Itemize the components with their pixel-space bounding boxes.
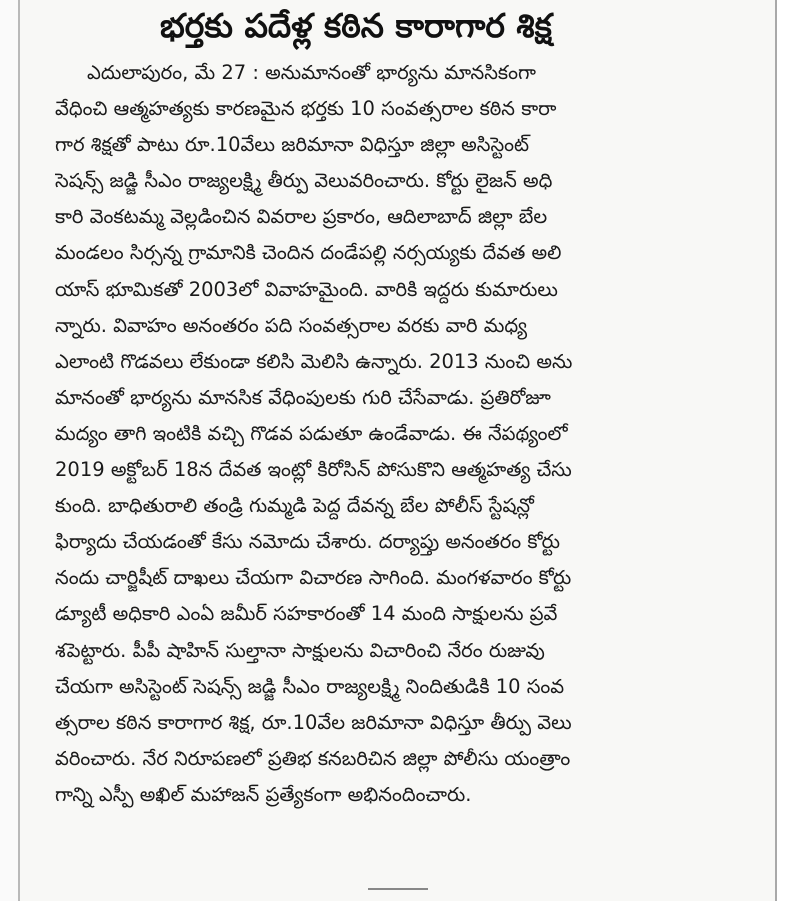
article-line: మద్యం తాగి ఇంటికి వచ్చి గొడవ పడుతూ ఉండేవాడు. ఈ నేపథ్యంలో — [55, 421, 568, 445]
article-headline: భర్తకు పదేళ్ల కఠిన కారాగార శిక్ష — [160, 6, 552, 45]
article-line: వేధించి ఆత్మహత్యకు కారణమైన భర్తకు 10 సంవత్సరాల కఠిన కారా — [55, 97, 557, 121]
article-line: ఫిర్యాదు చేయడంతో కేసు నమోదు చేశారు. దర్యాప్తు అనంతరం కోర్టు — [55, 530, 560, 554]
article-line: కారి వెంకటమ్మ వెల్లడించిన వివరాల ప్రకారం, ఆదిలాబాద్ జిల్లా బేల — [55, 205, 548, 229]
article-line: చేయగా అసిస్టెంట్ సెషన్స్ జడ్జి సీఎం రాజ్యలక్ష్మి నిందితుడికి 10 సంవ — [55, 674, 565, 698]
right-margin — [777, 0, 800, 901]
article-line: నందు చార్జిషీట్ దాఖలు చేయగా విచారణ సాగింది. మంగళవారం కోర్టు — [55, 566, 572, 590]
article-line: న్నారు. వివాహం అనంతరం పది సంవత్సరాల వరకు వారి మధ్య — [55, 313, 527, 337]
article-line: కుంది. బాధితురాలి తండ్రి గుమ్మడి పెద్ద దేవన్న బేల పోలీస్ స్టేషన్లో — [55, 494, 534, 518]
article-line: త్సరాల కఠిన కారాగార శిక్ష, రూ.10వేల జరిమానా విధిస్తూ తీర్పు వెలు — [55, 710, 572, 734]
article-line: ఎదులాపురం, మే 27 : అనుమానంతో భార్యను మానసికంగా — [87, 61, 536, 84]
article-line: ఎలాంటి గొడవలు లేకుండా కలిసి మెలిసి ఉన్నారు. 2013 నుంచి అను — [55, 349, 573, 373]
article-body — [55, 55, 745, 813]
article-line: మండలం సిర్సన్న గ్రామానికి చెందిన దండేపల్లి నర్సయ్యకు దేవత అలి — [55, 241, 562, 265]
continuation-mark — [368, 888, 428, 896]
left-column-rule — [18, 0, 20, 901]
article-line: డ్యూటీ అధికారి ఎంఏ జమీర్ సహకారంతో 14 మంది సాక్షులను ప్రవే — [55, 602, 558, 626]
article-line: శపెట్టారు. పీపీ షాహిన్ సుల్తానా సాక్షులను విచారించి నేరం రుజువు — [55, 638, 545, 662]
article-line: మానంతో భార్యను మానసిక వేధింపులకు గురి చేసేవాడు. ప్రతిరోజూ — [55, 385, 551, 409]
article-line: 2019 అక్టోబర్ 18న దేవత ఇంట్లో కిరోసిన్ పోసుకొని ఆత్మహత్య చేసు — [55, 458, 572, 482]
article-line: గాన్ని ఎస్పీ అఖిల్ మహాజన్ ప్రత్యేకంగా అభినందించారు. — [55, 782, 472, 806]
article-line: సెషన్స్ జడ్జి సీఎం రాజ్యలక్ష్మి తీర్పు వెలువరించారు. కోర్టు లైజన్ అధి — [55, 169, 553, 193]
article-line: యాస్ భూమికతో 2003లో వివాహమైంది. వారికి ఇద్దరు కుమారులు — [55, 277, 558, 301]
article-line: గార శిక్షతో పాటు రూ.10వేలు జరిమానా విధిస్తూ జిల్లా అసిస్టెంట్ — [55, 133, 530, 157]
left-margin — [0, 0, 18, 901]
article-line: వరించారు. నేర నిరూపణలో ప్రతిభ కనబరిచిన జిల్లా పోలీసు యంత్రాం — [55, 746, 571, 770]
